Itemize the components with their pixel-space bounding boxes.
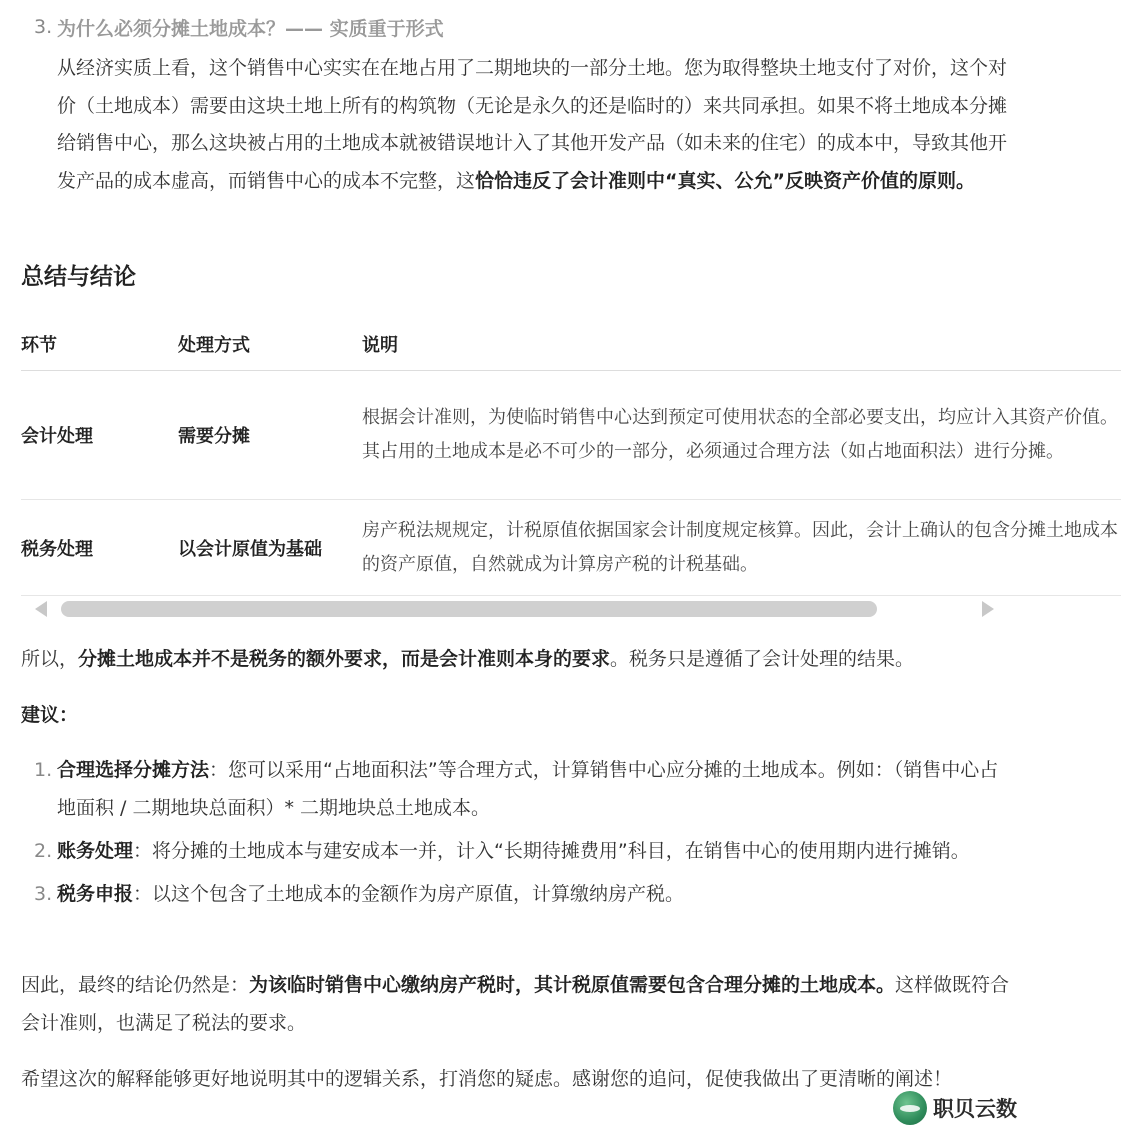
list-number: 3.	[34, 883, 53, 905]
table-cell-desc: 根据会计准则，为使临时销售中心达到预定可使用状态的全部必要支出，均应计入其资产价值。其占用的土地成本是必不可少的一部分，必须通过合理方法（如占地面积法）进行分摊。	[362, 371, 1121, 500]
watermark	[893, 1088, 1017, 1128]
list-item: 2. 账务处理：将分摊的土地成本与建安成本一并，计入“长期待摊费用”科目，在销售中心的使用期内进行摊销。	[34, 832, 1009, 870]
table-header-cell: 环节	[21, 318, 178, 371]
closing-paragraph: 希望这次的解释能够更好地说明其中的逻辑关系，打消您的疑虑。感谢您的追问，促使我做出了更清晰的阐述！	[21, 1068, 953, 1090]
scroll-right-arrow-icon[interactable]	[982, 601, 994, 617]
summary-table-container[interactable]	[21, 318, 1118, 622]
list-item: 1. 合理选择分摊方法：您可以采用“占地面积法”等合理方式，计算销售中心应分摊的土地成本。例如：（销售中心占地面积 / 二期地块总面积）* 二期地块总土地成本。	[34, 751, 1009, 827]
advice-label: 建议：	[21, 704, 79, 726]
conclusion-paragraph: 所以，分摊土地成本并不是税务的额外要求，而是会计准则本身的要求。税务只是遵循了会计处理的结果。	[21, 648, 915, 670]
table-cell-step: 税务处理	[21, 500, 178, 596]
table-header-cell: 处理方式	[178, 318, 362, 371]
list-number: 2.	[34, 840, 53, 862]
list-item-paragraph: 从经济实质上看，这个销售中心实实在在地占用了二期地块的一部分土地。您为取得整块土地支付了对价，这个对价（土地成本）需要由这块土地上所有的构筑物（无论是永久的还是临时的）来共同承担。如果不将土地成本分摊给销售中心，那么这块被占用的土地成本就被错误地计入了其他开发产品（如未来的住宅）的成本中，导致其他开发产品的成本虚高，而销售中心的成本不完整，这恰恰违反了会计准则中“真实、公允”反映资产价值的原则。	[57, 57, 1008, 192]
advice-list	[34, 751, 1009, 918]
scrollbar-thumb[interactable]	[61, 601, 877, 617]
table-row	[21, 500, 1121, 596]
table-cell-method: 需要分摊	[178, 371, 362, 500]
watermark-text: 职贝云数	[933, 1097, 1017, 1121]
list-number: 1.	[34, 759, 53, 781]
table-cell-desc: 房产税法规规定，计税原值依据国家会计制度规定核算。因此，会计上确认的包含分摊土地成本的资产原值，自然就成为计算房产税的计税基础。	[362, 500, 1121, 596]
scroll-left-arrow-icon[interactable]	[35, 601, 47, 617]
list-item-heading: 为什么必须分摊土地成本？—— 实质重于形式	[57, 18, 444, 40]
horizontal-scrollbar[interactable]	[21, 597, 1008, 621]
table-row	[21, 371, 1121, 500]
list-number: 3.	[34, 16, 53, 38]
cloud-logo-icon	[893, 1091, 927, 1125]
table-header-row	[21, 318, 1121, 371]
table-header-cell: 说明	[362, 318, 1121, 371]
section-heading: 总结与结论	[21, 264, 136, 290]
table-cell-step: 会计处理	[21, 371, 178, 500]
list-item: 3. 税务申报：以这个包含了土地成本的金额作为房产原值，计算缴纳房产税。	[34, 875, 1009, 913]
table-cell-method: 以会计原值为基础	[178, 500, 362, 596]
final-conclusion-paragraph: 因此，最终的结论仍然是：为该临时销售中心缴纳房产税时，其计税原值需要包含合理分摊的土地成本。这样做既符合会计准则，也满足了税法的要求。	[21, 974, 1010, 1034]
summary-table	[21, 318, 1121, 596]
